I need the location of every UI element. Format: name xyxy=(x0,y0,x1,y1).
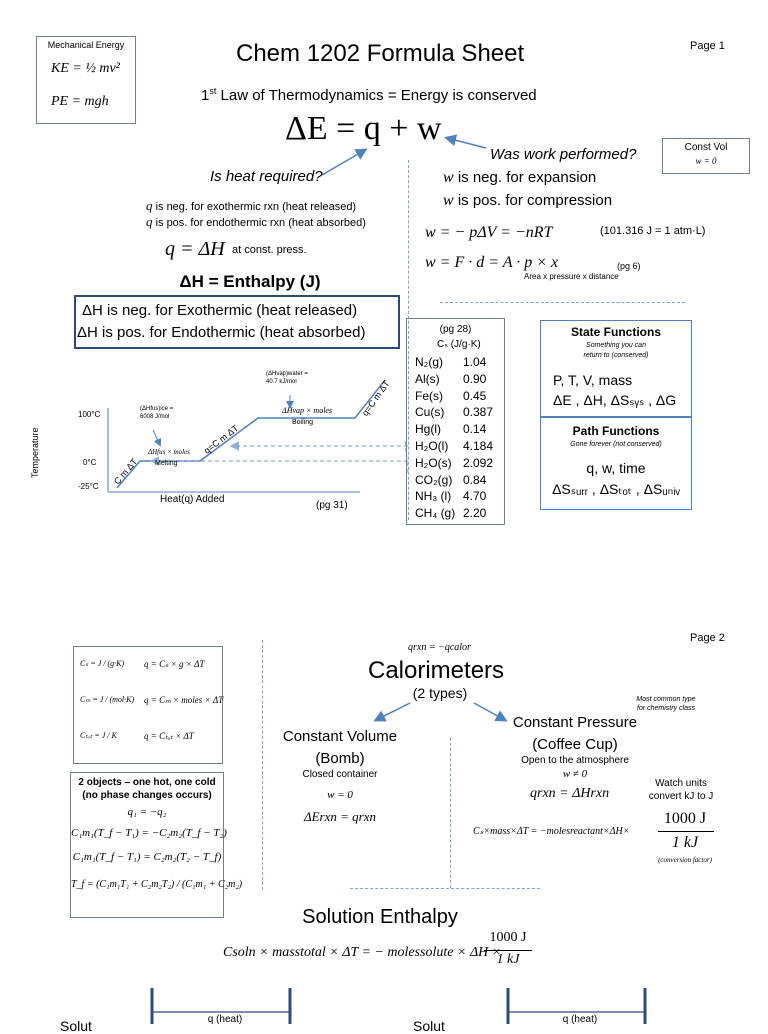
enthalpy-sign-box xyxy=(74,295,400,349)
heat-capacity-def: Cₜₒₜ = J / K xyxy=(80,731,117,740)
cp-w-eq: w ≠ 0 xyxy=(562,768,588,780)
calorimeters-subtitle: (2 types) xyxy=(412,685,468,701)
table-substance: NH₃ (l) xyxy=(415,489,452,504)
table-row xyxy=(415,473,501,487)
table-row xyxy=(415,422,501,436)
page-title: Chem 1202 Formula Sheet xyxy=(236,40,525,67)
boil-equation: ΔHvap × moles xyxy=(282,406,333,415)
const-vol-label: Const Vol xyxy=(684,142,728,153)
graph-seg3-label: q=C m ΔT xyxy=(360,378,392,418)
sol-frac-top: 1000 J xyxy=(489,930,527,945)
specific-heat-table xyxy=(406,318,505,525)
state-functions-box xyxy=(540,320,692,418)
cp-big-eq: Cₛ×mass×ΔT = −molesreactant×ΔH× xyxy=(473,826,630,837)
watch-units-1: Watch units xyxy=(655,778,707,789)
table-value: 4.70 xyxy=(463,489,487,504)
table-header: Cₛ (J/g·K) xyxy=(437,339,481,350)
bottom-left-text: Solut xyxy=(60,1018,92,1034)
state-functions-list-2: ΔE , ΔH, ΔSₛᵧₛ , ΔG xyxy=(553,392,677,408)
table-substance: H₂O(s) xyxy=(415,455,452,470)
table-substance: CO₂(g) xyxy=(415,472,453,487)
heat-capacity-eq: q = Cₛ × g × ΔT xyxy=(144,659,205,669)
graph-t0: 0°C xyxy=(83,458,97,467)
work-question: Was work performed? xyxy=(490,146,637,163)
ke-formula: KE = ½ mv² xyxy=(51,61,120,76)
graph-seg1-label: C m ΔT xyxy=(112,456,140,487)
cp-frac-bot: 1 kJ xyxy=(671,834,699,851)
enthalpy-neg-text: ΔH is neg. for Exothermic (heat released) xyxy=(82,302,358,319)
state-functions-sub-2: return to (conserved) xyxy=(583,352,649,359)
boil-label: Boiling xyxy=(292,419,314,426)
heat-capacity-box xyxy=(73,646,223,764)
path-functions-title: Path Functions xyxy=(572,424,660,438)
q-neg-line: q is neg. for exothermic rxn (heat released) xyxy=(146,198,357,213)
common-type-note-2: for chemistry class xyxy=(637,705,695,712)
table-substance: Cu(s) xyxy=(415,405,445,420)
two-objects-eq-1: q₁ = −q₂ xyxy=(127,806,167,818)
table-value: 2.092 xyxy=(463,455,494,470)
two-objects-title-2: (no phase changes occurs) xyxy=(82,790,212,801)
cv-w-eq: w = 0 xyxy=(327,789,353,801)
melt-label: Melting xyxy=(155,460,178,467)
work-equation-1: w = − pΔV = −nRT xyxy=(425,224,553,241)
melt-value-2: 6008 J/mol xyxy=(140,414,170,420)
page-2-label: Page 2 xyxy=(690,632,725,644)
heat-capacity-eq: q = Cₜₒₜ × ΔT xyxy=(144,731,194,741)
solution-enthalpy-eq: Csoln × masstotal × ΔT = − molessolute × ΔH × xyxy=(223,945,502,960)
table-substance: N₂(g) xyxy=(415,355,443,369)
two-objects-box xyxy=(70,772,243,918)
q-equals-dh-note: at const. press. xyxy=(232,244,307,256)
work-equation-1-note: (101.316 J = 1 atm·L) xyxy=(600,225,706,237)
table-value: 0.14 xyxy=(463,422,487,437)
divider-vertical-2 xyxy=(262,640,263,890)
two-objects-eq-3: C₁m₁(T_f − T₁) = C₂m₂(T₂ − T_f) xyxy=(72,851,222,863)
enthalpy-pos-text: ΔH is pos. for Endothermic (heat absorbed) xyxy=(77,324,366,341)
conversion-factor-note: (conversion factor) xyxy=(658,856,712,864)
table-row xyxy=(415,355,501,369)
two-objects-eq-4: T_f = (C₁m₁T₁ + C₂m₂T₂) / (C₁m₁ + C₂m₂) xyxy=(71,879,243,890)
heat-capacity-def: Cₛ = J / (g·K) xyxy=(80,659,125,668)
page-1-label: Page 1 xyxy=(690,40,725,52)
w-pos-line: w is pos. for compression xyxy=(443,192,613,209)
table-row xyxy=(415,456,501,470)
cp-q-eq: qrxn = ΔHrxn xyxy=(530,786,610,801)
graph-y-label: Temperature xyxy=(30,427,40,478)
table-row xyxy=(415,506,501,520)
sol-frac-bot: 1 kJ xyxy=(496,952,520,967)
first-law-line: 1st Law of Thermodynamics = Energy is conserved xyxy=(201,86,537,104)
table-pg: (pg 28) xyxy=(439,324,472,335)
bottom-right-text: Solut xyxy=(413,1018,445,1034)
table-row xyxy=(415,489,501,503)
cv-sub: Closed container xyxy=(302,769,378,780)
melt-equation: ΔHfus × moles xyxy=(148,448,190,456)
q-pos-line: q is pos. for endothermic rxn (heat absorbed) xyxy=(146,214,366,229)
cp-frac-bar xyxy=(658,831,714,832)
cv-title-1: Constant Volume xyxy=(282,728,398,745)
const-vol-eq: w = 0 xyxy=(695,156,717,166)
state-functions-list-1: P, T, V, mass xyxy=(553,372,633,388)
heat-arrow xyxy=(322,150,365,175)
table-value: 0.45 xyxy=(463,388,487,403)
two-objects-title-1: 2 objects – one hot, one cold xyxy=(78,777,216,788)
calor-arrow-left xyxy=(376,703,410,720)
melt-value-1: (ΔHfus)ice = xyxy=(140,406,174,412)
energy-equation: ΔE = q + w xyxy=(285,110,442,147)
w-neg-line: w is neg. for expansion xyxy=(443,169,597,186)
graph-t100: 100°C xyxy=(78,410,101,419)
state-functions-sub-1: Something you can xyxy=(586,342,646,349)
divider-vertical-3 xyxy=(450,738,451,888)
pe-formula: PE = mgh xyxy=(51,94,109,109)
work-equation-2: w = F · d = A · p × x xyxy=(425,254,559,271)
table-row xyxy=(415,439,501,453)
table-substance: Hg(l) xyxy=(415,422,441,437)
q-calor-eq: qrxn = −qcalor xyxy=(408,642,471,653)
path-functions-list-2: ΔSₛᵤᵣᵣ , ΔSₜₒₜ , ΔSᵤₙᵢᵥ xyxy=(552,481,680,497)
two-objects-eq-2: C₁m₁(T_f − T₁) = −C₂m₂(T_f − T₂) xyxy=(71,827,227,839)
graph-x-label: Heat(q) Added xyxy=(160,494,225,505)
work-arrow xyxy=(447,138,486,148)
table-substance: Fe(s) xyxy=(415,388,443,403)
path-functions-sub: Gone forever (not conserved) xyxy=(570,441,662,448)
q-equals-dh: q = ΔH xyxy=(165,238,225,260)
table-substance: Al(s) xyxy=(415,371,440,386)
table-row xyxy=(415,372,501,386)
mechanical-energy-header: Mechanical Energy xyxy=(47,40,125,50)
table-substance: H₂O(l) xyxy=(415,439,449,453)
common-type-note-1: Most common type xyxy=(636,696,696,703)
heat-capacity-eq: q = Cₘ × moles × ΔT xyxy=(144,695,224,705)
boil-value-2: 40.7 kJ/mol xyxy=(266,379,297,385)
cp-title-1: Constant Pressure xyxy=(512,714,638,731)
watch-units-2: convert kJ to J xyxy=(648,791,714,802)
table-value: 0.387 xyxy=(463,405,494,420)
divider-horizontal-1 xyxy=(440,302,685,303)
cp-sub: Open to the atmosphere xyxy=(521,755,629,766)
graph-tm25: -25°C xyxy=(78,482,99,491)
solution-enthalpy-title: Solution Enthalpy xyxy=(302,906,458,928)
work-equation-2-note: Area x pressure x distance xyxy=(524,272,619,281)
const-vol-box xyxy=(662,138,750,174)
heat-capacity-def: Cₘ = J / (mol·K) xyxy=(80,695,135,704)
beaker-1-label: q (heat) xyxy=(207,1014,243,1025)
cp-frac-top: 1000 J xyxy=(663,810,707,827)
cv-title-2: (Bomb) xyxy=(315,750,365,767)
table-value: 0.84 xyxy=(463,472,487,487)
table-substance: CH₄ (g) xyxy=(415,506,456,521)
table-value: 2.20 xyxy=(463,506,487,521)
graph-pg: (pg 31) xyxy=(316,500,348,511)
calorimeters-title: Calorimeters xyxy=(368,657,505,684)
table-row xyxy=(415,389,501,403)
table-value: 1.04 xyxy=(463,355,487,369)
table-value: 4.184 xyxy=(463,439,494,453)
melt-pointer xyxy=(153,430,160,445)
graph-seg2-label: q=C m ΔT xyxy=(202,422,241,456)
path-functions-box xyxy=(540,416,692,510)
divider-horizontal-2 xyxy=(350,888,540,889)
cv-e-eq: ΔErxn = qrxn xyxy=(303,809,376,824)
state-functions-title: State Functions xyxy=(570,325,661,339)
heating-curve xyxy=(117,380,385,488)
heat-question: Is heat required? xyxy=(210,168,323,185)
path-functions-list-1: q, w, time xyxy=(586,460,646,476)
enthalpy-title: ΔH = Enthalpy (J) xyxy=(179,272,321,291)
work-equation-2-pg: (pg 6) xyxy=(617,261,641,271)
table-value: 0.90 xyxy=(463,371,487,386)
sol-frac-bar xyxy=(484,950,532,951)
boil-value-1: (ΔHvap)water = xyxy=(266,371,308,377)
cp-title-2: (Coffee Cup) xyxy=(532,736,618,753)
beaker-2-label: q (heat) xyxy=(562,1014,598,1025)
table-row xyxy=(415,405,501,419)
